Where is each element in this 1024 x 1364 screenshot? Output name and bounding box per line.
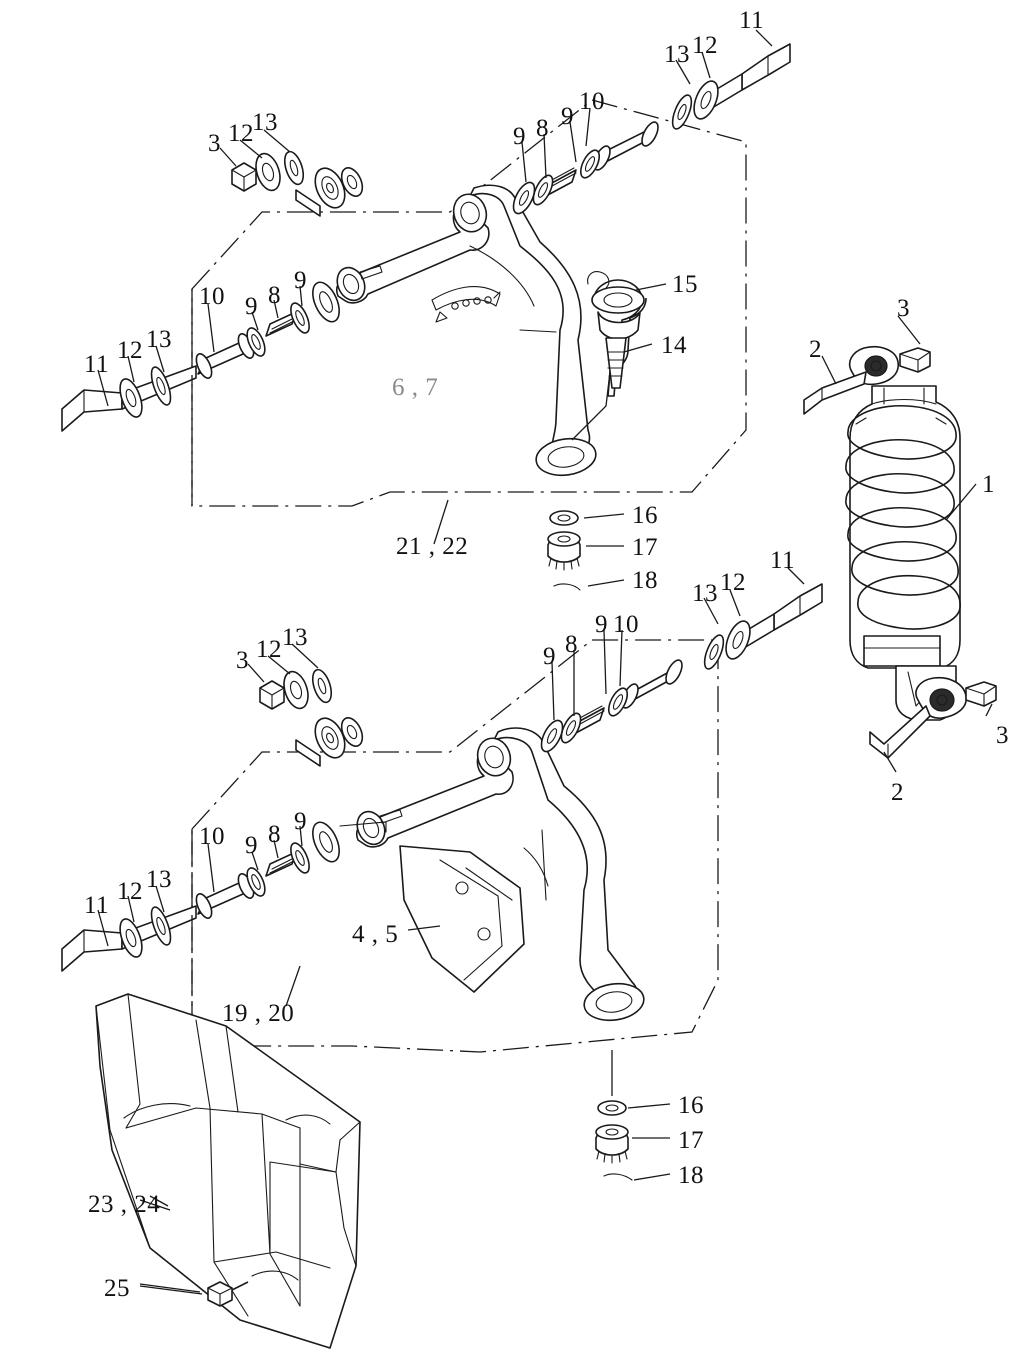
callout-3-upper-pivot: 3 (208, 130, 221, 157)
callout-11-lower-left: 11 (84, 892, 110, 919)
upper-arm-pivot-nut-cluster (232, 149, 366, 216)
callout-13-lower-pivot: 13 (282, 624, 308, 651)
callout-12-upper-pivot: 12 (228, 120, 254, 147)
callout-1-shock: 1 (982, 471, 995, 498)
callout-12-lower-right: 12 (720, 569, 746, 596)
callout-21-22-upper-assembly: 21 , 22 (396, 533, 469, 560)
lower-arm-pivot-nut-cluster (260, 667, 366, 766)
callout-4-5-lower-arm: 4 , 5 (352, 921, 399, 948)
callout-13-upper-pivot: 13 (252, 109, 278, 136)
callout-23-24-splash-shield: 23 , 24 (88, 1191, 161, 1218)
callout-15-circlip: 15 (672, 271, 698, 298)
callout-11-upper-left: 11 (84, 351, 110, 378)
callout-8-lower-right: 8 (565, 631, 578, 658)
callout-9-lower-left-inner: 9 (245, 832, 258, 859)
callout-11-upper-right: 11 (739, 7, 765, 34)
shock-absorber-assembly (804, 316, 996, 772)
callout-9-lower-right-inner: 9 (543, 643, 556, 670)
callout-17-lower: 17 (678, 1127, 704, 1154)
callout-13-upper-left: 13 (146, 326, 172, 353)
callout-16-lower: 16 (678, 1092, 704, 1119)
callout-8-upper-right: 8 (536, 115, 549, 142)
callout-19-20-lower-assembly: 19 , 20 (222, 1000, 295, 1027)
callout-10-lower-right: 10 (613, 611, 639, 638)
callout-18-upper: 18 (632, 567, 658, 594)
callout-9-upper-left-inner: 9 (245, 293, 258, 320)
callout-13-lower-right: 13 (692, 580, 718, 607)
callout-9-lower-left-outer: 9 (294, 808, 307, 835)
upper-right-bushing-stack (509, 41, 790, 217)
callout-3-shock-bottom: 3 (996, 722, 1009, 749)
lower-control-arm (352, 728, 646, 1024)
callout-12-lower-left: 12 (117, 878, 143, 905)
callout-9-lower-right-outer: 9 (595, 611, 608, 638)
callout-9-upper-left-outer: 9 (294, 267, 307, 294)
lower-washer-nut-stack (596, 1050, 632, 1180)
lower-right-bushing-stack (537, 584, 822, 755)
callout-16-upper: 16 (632, 502, 658, 529)
callout-18-lower: 18 (678, 1162, 704, 1189)
callout-8-upper-left: 8 (268, 282, 281, 309)
callout-11-lower-right: 11 (770, 547, 796, 574)
callout-12-lower-pivot: 12 (256, 636, 282, 663)
callout-2-shock-bottom: 2 (891, 779, 904, 806)
callout-8-lower-left: 8 (268, 821, 281, 848)
callout-2-shock-top: 2 (809, 336, 822, 363)
callout-3-shock-top: 3 (897, 295, 910, 322)
callout-9-upper-right-inner: 9 (513, 123, 526, 150)
upper-control-arm (332, 185, 598, 479)
callout-13-upper-right: 13 (664, 41, 690, 68)
callout-10-lower-left: 10 (199, 823, 225, 850)
callout-12-upper-left: 12 (117, 337, 143, 364)
callout-14-ball-joint: 14 (661, 332, 687, 359)
callout-3-lower-pivot: 3 (236, 647, 249, 674)
upper-lower-washer-stack (548, 511, 580, 590)
callout-12-upper-right: 12 (692, 32, 718, 59)
callout-10-upper-left: 10 (199, 283, 225, 310)
callout-6-7-upper-arm: 6 , 7 (392, 374, 439, 401)
callout-17-upper: 17 (632, 534, 658, 561)
callout-10-upper-right: 10 (579, 88, 605, 115)
splash-shield (96, 994, 360, 1348)
callout-25-shield-bolt: 25 (104, 1275, 130, 1302)
callout-9-upper-right-outer: 9 (561, 103, 574, 130)
callout-13-lower-left: 13 (146, 866, 172, 893)
